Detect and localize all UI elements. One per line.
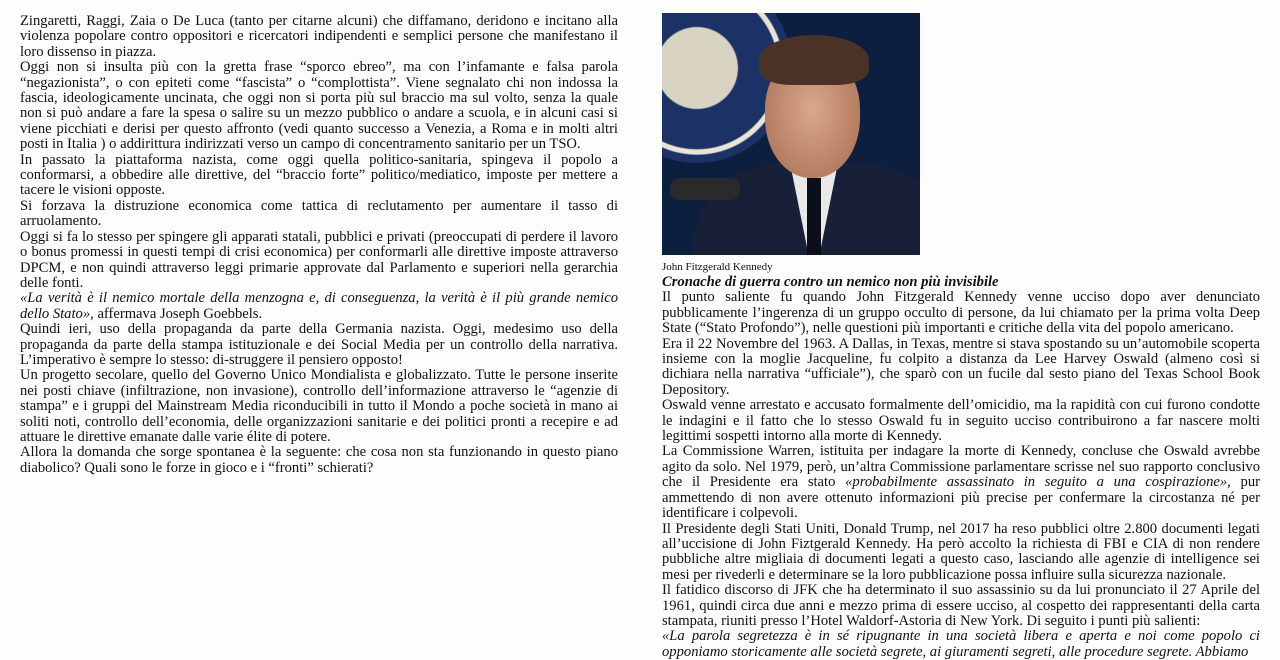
hair xyxy=(759,35,869,85)
paragraph: Oggi non si insulta più con la gretta frase “sporco ebreo”, ma con l’infamante e falsa parola “negazionista”, o con epiteti come “fascista” o “complottista”. Viene segnalato chi non indossa la fascia, ideologicamente uncinata, che oggi non si porta più sul braccio ma sul volto, senza la quale non si può andare a fare la spesa o salire su un mezzo pubblico o andare a scuola, e in alcuni casi si viene picchiati e derisi per questo affronto (vedi quanto successo a Venezia, a Roma e in molti altri posti in Italia ) o addirittura indirizzati verso un campo di concentramento sanitario per un TSO. xyxy=(20,59,618,153)
paragraph: In passato la piattaforma nazista, come oggi quella politico-sanitaria, spingeva il popolo a conformarsi, a obbedire alle direttive, del “braccio forte” politico/mediatico, imposte per mettere a tacere le visioni opposte. xyxy=(20,151,618,199)
paragraph: Oggi si fa lo stesso per spingere gli apparati statali, pubblici e privati (preoccupati di perdere il lavoro o bonus promessi in questi tempi di crisi economica) per conformarli alle direttive imposte attraverso DPCM, e non quindi attraverso leggi primarie approvate dal Parlamento e superiori nella gerarchia delle fonti. xyxy=(20,228,618,291)
right-article-column xyxy=(662,13,1260,660)
goebbels-quote-paragraph xyxy=(20,291,618,322)
paragraph: Zingaretti, Raggi, Zaia o De Luca (tanto per citarne alcuni) che diffamano, deridono e incitano alla violenza popolare contro oppositori e ricercatori indipendenti e semplici persone che manifestano il loro dissenso in piazza. xyxy=(20,13,618,60)
paragraph: Allora la domanda che sorge spontanea è la seguente: che cosa non sta funzionando in questo piano diabolico? Quali sono le forze in gioco e i “fronti” schierati? xyxy=(20,444,618,476)
paragraph: Quindi ieri, uso della propaganda da parte della Germania nazista. Oggi, medesimo uso della propaganda da parte della stampa istituzionale e dei Social Media per un controllo della narrativa. L’imperativo è sempre lo stesso: di-struggere il pensiero opposto! xyxy=(20,321,618,368)
warren-text: La Commissione Warren, istituita per indagare la morte di Kennedy, concluse che Oswald avrebbe agito da solo. Nel 1979, però, un’altra Commissione parlamentare scrisse nel suo rapporto conclusivo che il Presidente era stato xyxy=(662,443,1260,491)
paragraph: Un progetto secolare, quello del Governo Unico Mondialista e globalizzato. Tutte le persone inserite nei posti chiave (infiltrazione, non invasione), controllo dell’informazione attraverso le “agenzie di stampa” e i gruppi del Mainstream Media riconducibili in tutto il Mondo a poche società in mano ai soliti noti, controllo dell’economia, delle organizzazioni sanitarie e dei politici pronti a recepire e ad attuare le direttive emanate dalle varie élite di potere. xyxy=(20,367,618,445)
warren-text-end: , pur ammettendo di non avere ottenuto informazioni più precise per confermare la circostanza né per identificare i colpevoli. xyxy=(662,474,1260,522)
quote-attribution: , affermava Joseph Goebbels. xyxy=(90,305,263,322)
jfk-speech-quote: «La parola segretezza è in sé ripugnante in una società libera e aperta e noi come popolo ci opponiamo storicamente alle società segrete, ai giuramenti segreti, alle procedure segrete. Abbiamo xyxy=(662,628,1260,660)
conspiracy-quote: «probabilmente assassinato in seguito a una cospirazione» xyxy=(845,474,1228,491)
image-caption: John Fitzgerald Kennedy xyxy=(662,261,773,273)
microphone-icon xyxy=(670,178,740,200)
paragraph: Era il 22 Novembre del 1963. A Dallas, in Texas, mentre si stava spostando su un’automobile scoperta insieme con la moglie Jacqueline, fu colpito a distanza da Lee Harvey Oswald (almeno così si dichiara nella narrativa “ufficiale”), che sparò con un fucile dal sesto piano del Texas School Book Depository. xyxy=(662,335,1260,398)
paragraph: Il punto saliente fu quando John Fitzgerald Kennedy venne ucciso dopo aver denunciato pubblicamente l’ingerenza di un gruppo occulto di persone, da lui chiamato per la prima volta Deep State (“Stato Profondo”), nelle questioni più importanti e critiche della vita del popolo americano. xyxy=(662,289,1260,337)
tie xyxy=(807,178,821,255)
goebbels-quote: «La verità è il nemico mortale della menzogna e, di conseguenza, la verità è il più grande nemico dello Stato» xyxy=(20,290,618,322)
warren-paragraph xyxy=(662,444,1260,521)
paragraph: Il Presidente degli Stati Uniti, Donald Trump, nel 2017 ha reso pubblici oltre 2.800 documenti legati all’uccisione di John Fiztgerald Kennedy. Ha però accolto la richiesta di FBI e CIA di non rendere pubbliche altre migliaia di documenti legati a questo caso, lasciando alle agenzie di intelligence sei mesi per rivederli e determinare se la loro pubblicazione possa influire sulla sicurezza nazionale. xyxy=(662,520,1260,583)
paragraph: Si forzava la distruzione economica come tattica di reclutamento per aumentare il tasso di arruolamento. xyxy=(20,197,618,230)
paragraph: Oswald venne arrestato e accusato formalmente dell’omicidio, ma la rapidità con cui furono condotte le indagini e il fatto che lo stesso Oswald fu in seguito ucciso contribuirono a far nascere molti legittimi sospetti intorno alla morte di Kennedy. xyxy=(662,397,1260,445)
paragraph: Il fatidico discorso di JFK che ha determinato il suo assassinio su da lui pronunciato il 27 Aprile del 1961, quindi circa due anni e mezzo prima di essere ucciso, al cospetto dei rappresentanti della carta stampata, riuniti presso l’Hotel Waldorf-Astoria di New York. Di seguito i punti più salienti: xyxy=(662,582,1260,629)
left-article-column xyxy=(20,14,618,476)
section-heading: Cronache di guerra contro un nemico non più invisibile xyxy=(662,274,999,290)
kennedy-photo xyxy=(662,13,920,255)
